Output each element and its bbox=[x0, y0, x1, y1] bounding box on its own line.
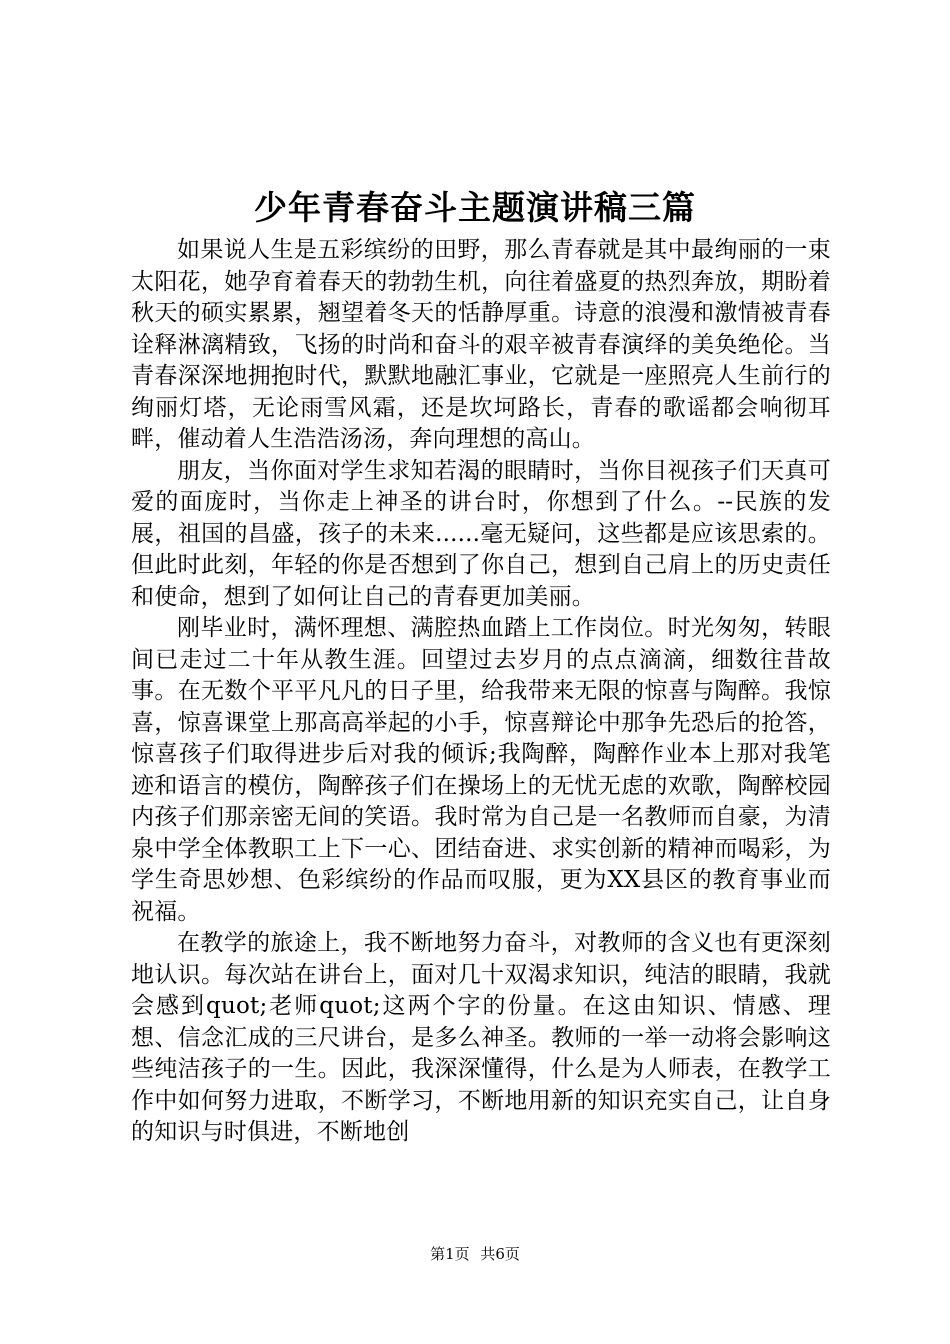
document-body bbox=[131, 235, 831, 1149]
page-number: 第1页 bbox=[430, 1245, 470, 1263]
paragraph: 朋友，当你面对学生求知若渴的眼睛时，当你目视孩子们天真可爱的面庞时，当你走上神圣的讲台时，你想到了什么。--民族的发展，祖国的昌盛，孩子的未来......毫无疑问，这些都是应该思索的。但此时此刻，年轻的你是否想到了你自己，想到自己肩上的历史责任和使命，想到了如何让自己的青春更加美丽。 bbox=[131, 457, 831, 610]
paragraph: 如果说人生是五彩缤纷的田野，那么青春就是其中最绚丽的一束太阳花，她孕育着春天的勃勃生机，向往着盛夏的热烈奔放，期盼着秋天的硕实累累，翘望着冬天的恬静厚重。诗意的浪漫和激情被青春诠释淋漓精致，飞扬的时尚和奋斗的艰辛被青春演绎的美奂绝伦。当青春深深地拥抱时代，默默地融汇事业，它就是一座照亮人生前行的绚丽灯塔，无论雨雪风霜，还是坎坷路长，青春的歌谣都会响彻耳畔，催动着人生浩浩汤汤，奔向理想的高山。 bbox=[131, 237, 831, 452]
page-footer bbox=[0, 1244, 950, 1264]
page-total: 共6页 bbox=[480, 1245, 520, 1263]
paragraph: 在教学的旅途上，我不断地努力奋斗，对教师的含义也有更深刻地认识。每次站在讲台上，面对几十双渴求知识，纯洁的眼睛，我就会感到quot;老师quot;这两个字的份量。在这由知识、情感、理想、信念汇成的三尺讲台，是多么神圣。教师的一举一动将会影响这些纯洁孩子的一生。因此，我深深懂得，什么是为人师表，在教学工作中如何努力进取，不断学习，不断地用新的知识充实自己，让自身的知识与时俱进，不断地创 bbox=[131, 930, 831, 1145]
paragraph: 刚毕业时，满怀理想、满腔热血踏上工作岗位。时光匆匆，转眼间已走过二十年从教生涯。回望过去岁月的点点滴滴，细数往昔故事。在无数个平平凡凡的日子里，给我带来无限的惊喜与陶醉。我惊喜，惊喜课堂上那高高举起的小手，惊喜辩论中那争先恐后的抢答，惊喜孩子们取得进步后对我的倾诉;我陶醉，陶醉作业本上那对我笔迹和语言的模仿，陶醉孩子们在操场上的无忧无虑的欢歌，陶醉校园内孩子们那亲密无间的笑语。我时常为自己是一名教师而自豪，为清泉中学全体教职工上下一心、团结奋进、求实创新的精神而喝彩，为学生奇思妙想、色彩缤纷的作品而叹服，更为XX县区的教育事业而祝福。 bbox=[131, 615, 831, 925]
document-title: 少年青春奋斗主题演讲稿三篇 bbox=[254, 188, 696, 227]
